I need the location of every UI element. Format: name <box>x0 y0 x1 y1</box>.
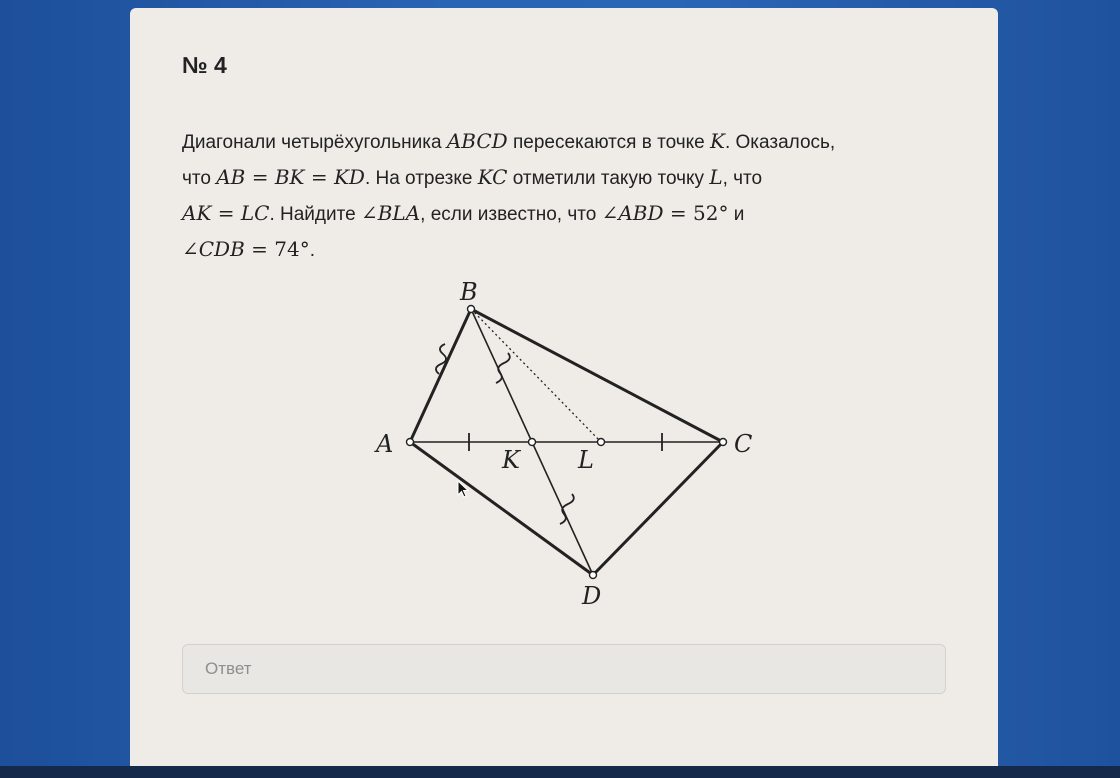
label-c: C <box>734 430 753 458</box>
label-a: A <box>376 430 394 458</box>
text: . На отрезке <box>364 168 478 189</box>
answer-input[interactable] <box>182 644 946 694</box>
text: отметили такую точку <box>507 168 710 189</box>
math-equality: AB = BK = KD <box>216 165 365 189</box>
math-angle-bla: ∠BLA <box>360 201 421 225</box>
point-d <box>590 572 597 579</box>
text: Диагонали четырёхугольника <box>182 132 447 153</box>
label-k: K <box>502 446 520 474</box>
problem-statement <box>182 124 942 268</box>
math-k: K <box>710 129 725 153</box>
geometry-figure <box>360 270 780 610</box>
text: что <box>182 168 217 189</box>
math-angle-abd-value: = 52° <box>663 201 729 225</box>
text: , что <box>722 168 763 189</box>
math-angle-cdb: ∠CDB <box>182 237 245 261</box>
text: , если известно, что <box>420 204 602 225</box>
screen-bottom-edge <box>0 766 1120 778</box>
math-ak-lc: AK = LC <box>182 201 270 225</box>
statement-line-4 <box>182 232 942 268</box>
text: . Оказалось, <box>724 132 836 153</box>
point-a <box>407 439 414 446</box>
point-c <box>720 439 727 446</box>
label-l: L <box>578 446 594 474</box>
side-bc <box>471 309 723 442</box>
text: . <box>309 240 315 261</box>
statement-line-3 <box>182 196 942 232</box>
text: и <box>728 204 745 225</box>
math-l: L <box>709 165 723 189</box>
side-cd <box>593 442 723 575</box>
point-l <box>598 439 605 446</box>
statement-line-1 <box>182 124 942 160</box>
task-number: № 4 <box>182 52 227 78</box>
point-b <box>468 306 475 313</box>
side-ab <box>410 309 471 442</box>
statement-line-2 <box>182 160 942 196</box>
math-kc: KC <box>477 165 508 189</box>
point-k <box>529 439 536 446</box>
mouse-cursor-icon <box>457 480 471 500</box>
segment-bl-dotted <box>471 309 601 442</box>
math-angle-cdb-value: = 74° <box>244 237 310 261</box>
math-angle-abd: ∠ABD <box>601 201 664 225</box>
label-d: D <box>582 582 602 610</box>
label-b: B <box>460 278 478 306</box>
text: пересекаются в точке <box>507 132 710 153</box>
math-abcd: ABCD <box>446 129 508 153</box>
task-card <box>130 8 998 778</box>
text: . Найдите <box>269 204 361 225</box>
